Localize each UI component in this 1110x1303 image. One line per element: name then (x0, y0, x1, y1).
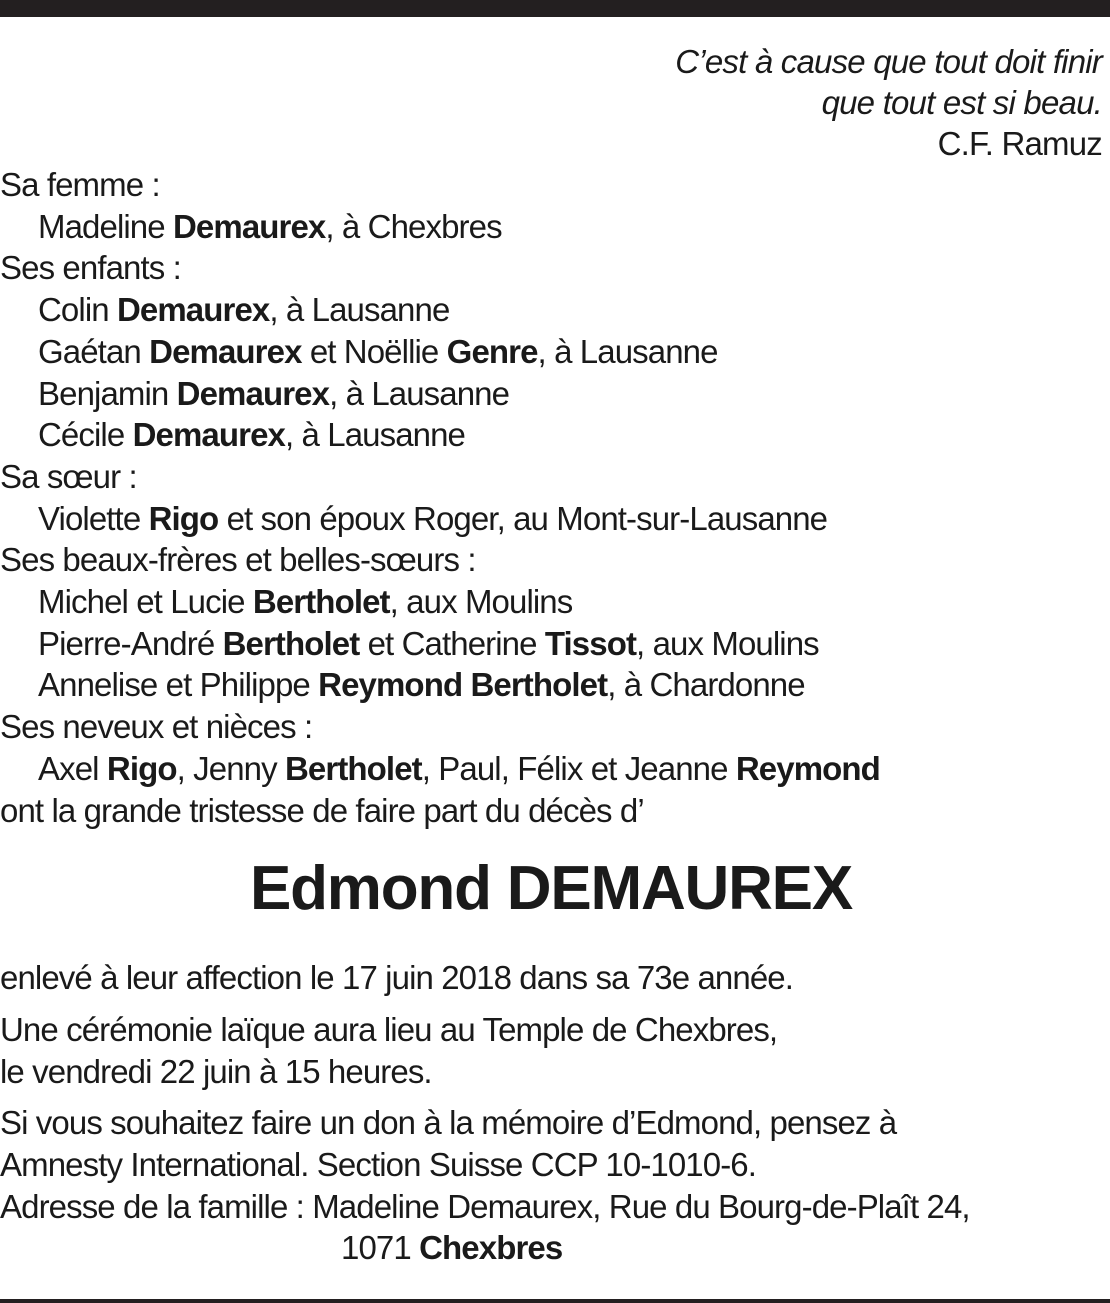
quote-author: C.F. Ramuz (937, 125, 1102, 162)
family-member: Axel Rigo, Jenny Bertholet, Paul, Félix et Jeanne Reymond (38, 749, 880, 787)
family-member: Michel et Lucie Bertholet, aux Moulins (38, 583, 573, 621)
announcement-text: ont la grande tristesse de faire part du décès d’ (0, 791, 644, 829)
family-member: Cécile Demaurex, à Lausanne (38, 416, 466, 454)
quote-line: C’est à cause que tout doit finir (675, 43, 1102, 80)
ceremony-text: Une cérémonie laïque aura lieu au Temple de Chexbres, (0, 1010, 778, 1048)
family-member: Benjamin Demaurex, à Lausanne (38, 374, 510, 412)
deceased-name: Edmond DEMAUREX (249, 854, 852, 924)
sister-label: Sa sœur : (0, 457, 137, 495)
donation-text: Amnesty International. Section Suisse CCP 10-1010-6. (0, 1146, 757, 1184)
nephews-label: Ses neveux et nièces : (0, 708, 313, 746)
family-member: Madeline Demaurex, à Chexbres (38, 207, 502, 245)
family-member: Violette Rigo et son époux Roger, au Mont-sur-Lausanne (38, 499, 828, 537)
family-address-city: 1071 Chexbres (341, 1229, 563, 1267)
top-rule (0, 0, 1110, 17)
children-label: Ses enfants : (0, 249, 181, 287)
bottom-rule (0, 1299, 1110, 1303)
death-text: enlevé à leur affection le 17 juin 2018 dans sa 73e année. (0, 959, 794, 997)
family-member: Pierre-André Bertholet et Catherine Tissot, aux Moulins (38, 624, 819, 662)
family-member: Annelise et Philippe Reymond Bertholet, à Chardonne (38, 666, 805, 704)
epigraph-quote (0, 41, 1102, 164)
inlaws-label: Ses beaux-frères et belles-sœurs : (0, 541, 476, 579)
family-address: Adresse de la famille : Madeline Demaurex, Rue du Bourg-de-Plaît 24, (0, 1187, 970, 1225)
donation-text: Si vous souhaitez faire un don à la mémoire d’Edmond, pensez à (0, 1104, 897, 1142)
wife-label: Sa femme : (0, 166, 160, 203)
ceremony-text: le vendredi 22 juin à 15 heures. (0, 1052, 432, 1090)
quote-line: que tout est si beau. (821, 84, 1102, 121)
family-member: Colin Demaurex, à Lausanne (38, 291, 450, 329)
family-member: Gaétan Demaurex et Noëllie Genre, à Lausanne (38, 332, 718, 370)
obituary-notice (0, 41, 1102, 1269)
